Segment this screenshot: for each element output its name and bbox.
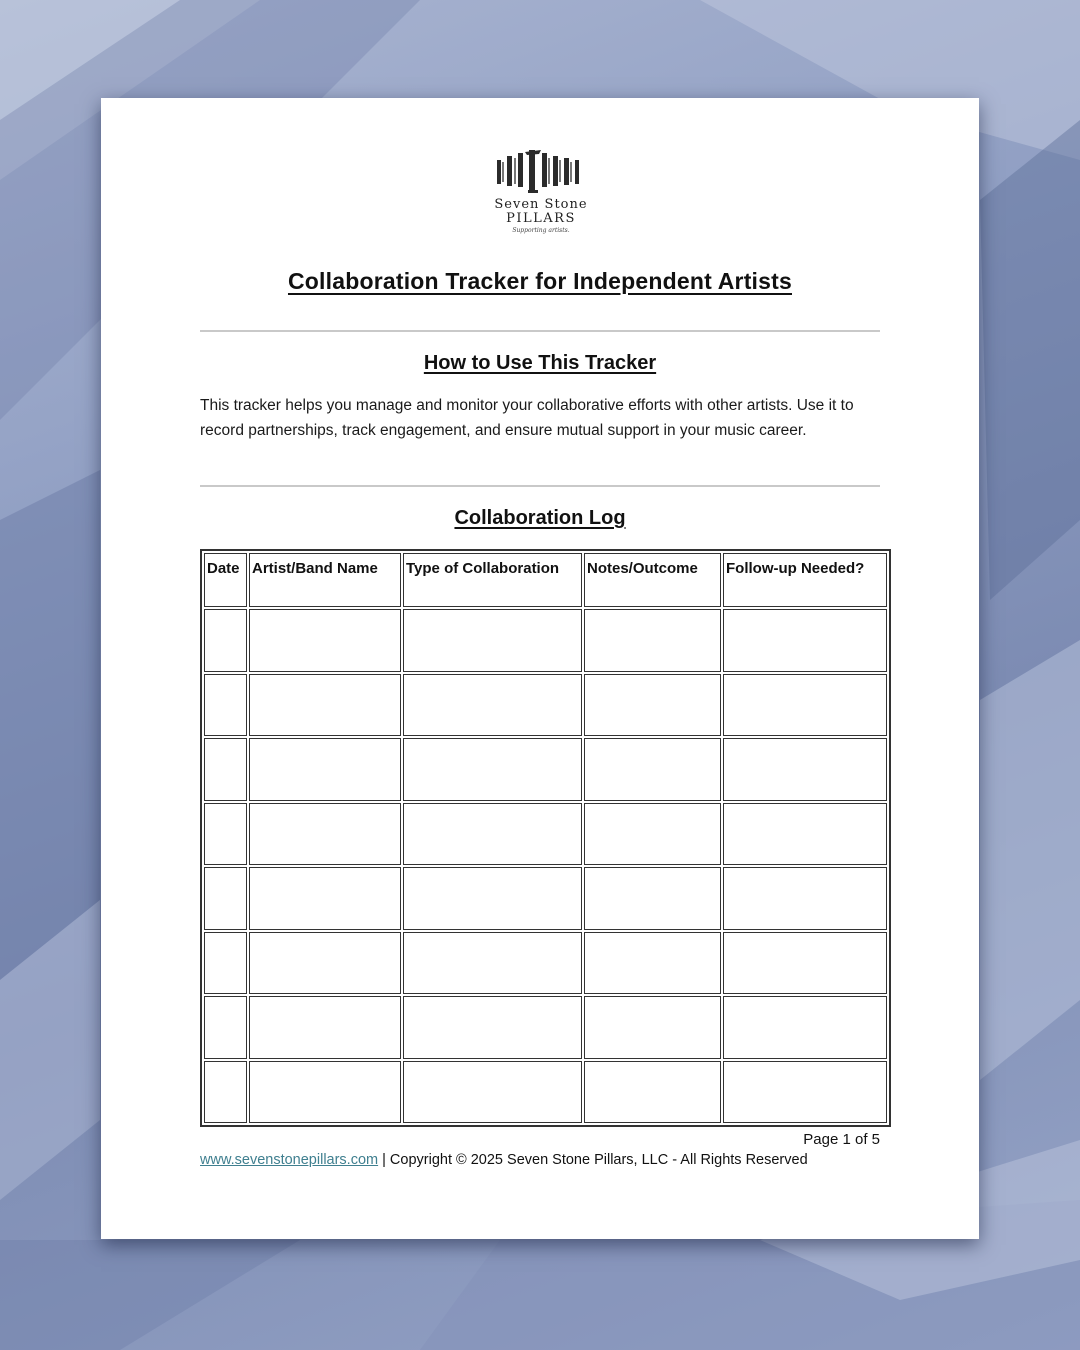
how-to-body: This tracker helps you manage and monitor your collaborative efforts with other artists. Use it to record partnerships, track engagement, and ensure mutual support in your music career. — [200, 397, 854, 439]
table-cell — [249, 867, 401, 930]
document-title: Collaboration Tracker for Independent Artists — [287, 268, 792, 294]
table-cell — [249, 738, 401, 801]
divider — [200, 485, 880, 487]
table-cell — [723, 803, 887, 866]
column-header-type: Type of Collaboration — [403, 553, 582, 607]
table-cell — [403, 674, 582, 737]
company-logo — [481, 150, 601, 242]
table-cell — [723, 674, 887, 737]
table-cell — [249, 932, 401, 995]
table-row — [204, 674, 887, 737]
table-cell — [249, 803, 401, 866]
table-cell — [204, 867, 247, 930]
logo-wordmark-line2: PILLARS — [506, 211, 576, 226]
collaboration-log-table — [200, 549, 891, 1127]
table-cell — [403, 932, 582, 995]
copyright-text: | Copyright © 2025 Seven Stone Pillars, LLC - All Rights Reserved — [378, 1152, 808, 1168]
table-row — [204, 738, 887, 801]
table-cell — [249, 674, 401, 737]
table-row — [204, 803, 887, 866]
table-cell — [204, 803, 247, 866]
table-row — [204, 867, 887, 930]
table-cell — [723, 932, 887, 995]
column-header-artist: Artist/Band Name — [249, 553, 401, 607]
table-cell — [204, 996, 247, 1059]
footer — [200, 1152, 900, 1168]
table-row — [204, 996, 887, 1059]
logo-wordmark-line1: Seven Stone — [494, 197, 588, 212]
document-page — [101, 98, 979, 1239]
table-cell — [204, 738, 247, 801]
table-cell — [403, 996, 582, 1059]
table-cell — [204, 609, 247, 672]
website-link[interactable]: www.sevenstonepillars.com — [200, 1152, 379, 1168]
table-cell — [584, 803, 721, 866]
table-cell — [249, 1061, 401, 1124]
page-number: Page 1 of 5 — [803, 1131, 880, 1148]
table-cell — [403, 803, 582, 866]
table-cell — [723, 609, 887, 672]
table-row — [204, 609, 887, 672]
pillars-logo-icon — [495, 150, 587, 194]
column-header-date: Date — [204, 553, 247, 607]
table-cell — [204, 932, 247, 995]
table-cell — [723, 996, 887, 1059]
table-cell — [584, 996, 721, 1059]
table-row — [204, 932, 887, 995]
table-cell — [584, 738, 721, 801]
table-cell — [249, 609, 401, 672]
table-cell — [204, 1061, 247, 1124]
collaboration-log-heading: Collaboration Log — [454, 507, 626, 529]
table-header-row — [204, 553, 887, 607]
table-cell — [723, 1061, 887, 1124]
how-to-heading: How to Use This Tracker — [423, 352, 657, 374]
table-cell — [584, 1061, 721, 1124]
table-cell — [723, 738, 887, 801]
table-cell — [403, 867, 582, 930]
table-cell — [403, 609, 582, 672]
table-cell — [584, 674, 721, 737]
table-cell — [204, 674, 247, 737]
column-header-notes: Notes/Outcome — [584, 553, 721, 607]
divider — [200, 330, 880, 332]
logo-tagline: Supporting artists. — [512, 227, 570, 234]
table-cell — [249, 996, 401, 1059]
table-cell — [403, 1061, 582, 1124]
column-header-follow-up: Follow-up Needed? — [723, 553, 887, 607]
table-cell — [584, 609, 721, 672]
table-cell — [723, 867, 887, 930]
table-cell — [403, 738, 582, 801]
table-cell — [584, 932, 721, 995]
table-row — [204, 1061, 887, 1124]
table-cell — [584, 867, 721, 930]
